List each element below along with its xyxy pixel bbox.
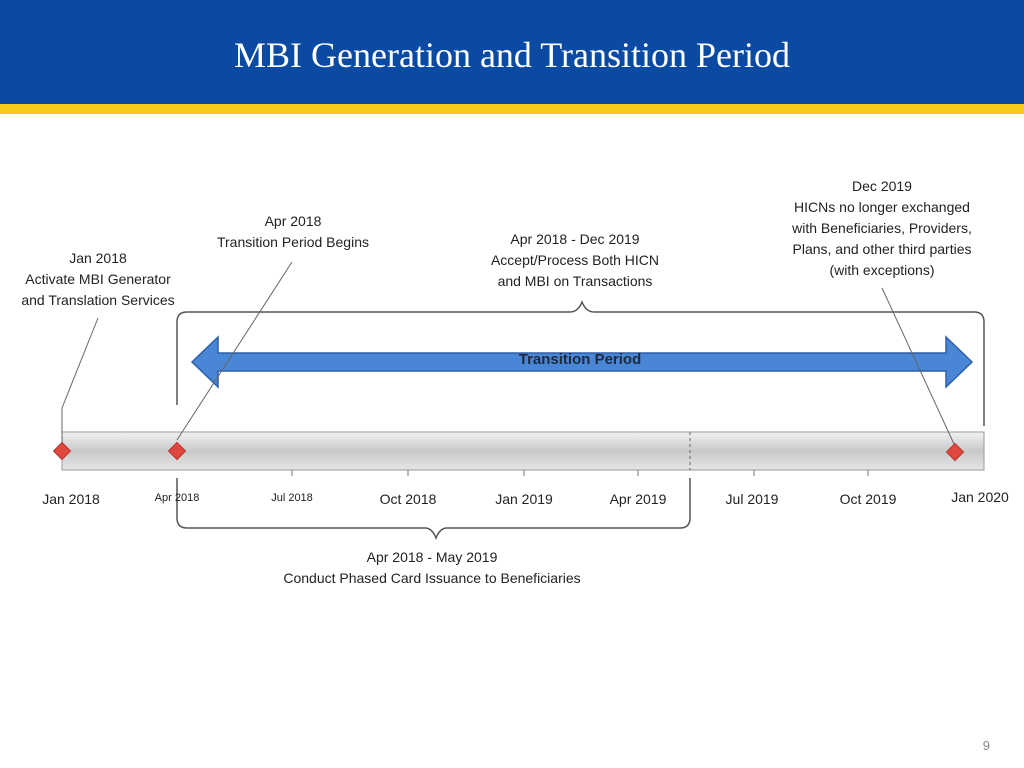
tick-label: Jan 2020 [951, 489, 1009, 505]
tick-label: Jul 2018 [271, 492, 313, 504]
milestone-dec2019 [770, 176, 994, 281]
milestone-text: Transition Period Begins [216, 234, 369, 250]
card-issuance-bracket [177, 478, 690, 538]
tick-label: Apr 2019 [609, 491, 667, 507]
milestone-text: Accept/Process Both HICN [490, 252, 660, 268]
timeline-bar [62, 432, 984, 470]
milestone-card-issuance [252, 547, 612, 589]
milestone-text: HICNs no longer exchanged [794, 199, 970, 215]
milestone-text: (with exceptions) [829, 262, 935, 278]
milestone-date: Apr 2018 - Dec 2019 [510, 231, 640, 247]
apr2018-pointer [177, 262, 292, 440]
milestone-date: Apr 2018 [264, 213, 322, 229]
milestone-text: Activate MBI Generator [25, 271, 171, 287]
milestone-date: Jan 2018 [69, 250, 127, 266]
milestone-date: Dec 2019 [852, 178, 912, 194]
tick-label: Jul 2019 [725, 491, 779, 507]
tick-label: Apr 2018 [154, 492, 200, 504]
page-number: 9 [982, 738, 990, 753]
milestone-jan2018 [8, 248, 188, 311]
milestone-accept-process [470, 229, 680, 292]
milestone-text: and MBI on Transactions [497, 273, 653, 289]
milestone-text: with Beneficiaries, Providers, [792, 220, 972, 236]
tick-label: Oct 2018 [379, 491, 437, 507]
page-title: MBI Generation and Transition Period [234, 35, 790, 75]
milestone-text: and Translation Services [21, 292, 175, 308]
tick-label: Oct 2019 [839, 491, 897, 507]
milestone-text: Plans, and other third parties [792, 241, 972, 257]
tick-label: Jan 2019 [495, 491, 553, 507]
milestone-apr2018 [198, 211, 388, 253]
jan2018-pointer [62, 318, 98, 408]
milestone-text: Conduct Phased Card Issuance to Beneficiaries [283, 570, 581, 586]
milestone-date: Apr 2018 - May 2019 [366, 549, 498, 565]
transition-period-label: Transition Period [518, 351, 642, 368]
tick-label: Jan 2018 [42, 491, 100, 507]
